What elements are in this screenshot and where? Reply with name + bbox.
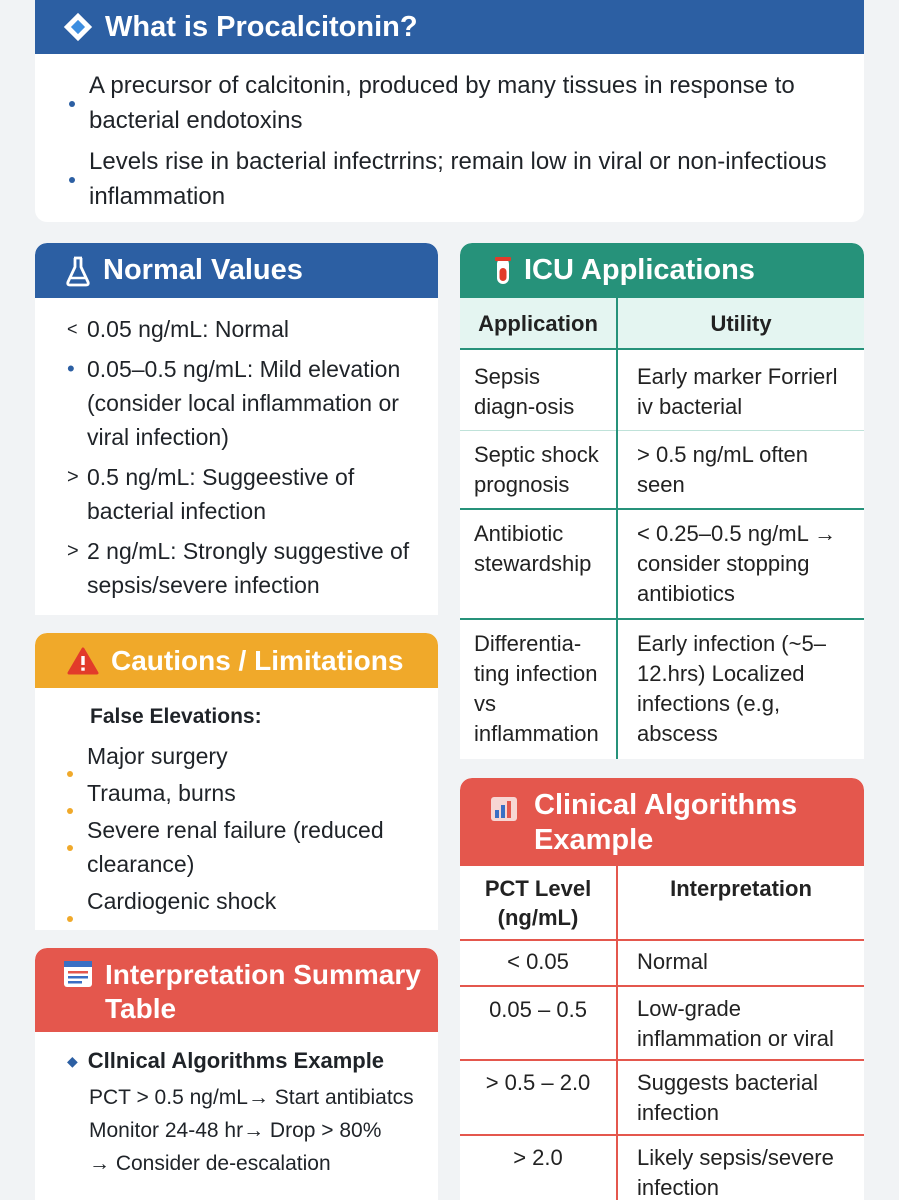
- summary-lines: [89, 1081, 414, 1180]
- table-cell: Low-grade inflammation or viral: [617, 986, 864, 1060]
- chart-document-icon: [490, 796, 518, 822]
- list-item: Major surgery: [67, 739, 427, 773]
- summary-subtitle: ◆ Cllnical Algorithms Example: [67, 1048, 385, 1073]
- table-header-row: [460, 866, 864, 940]
- normal-values-card: [35, 243, 438, 615]
- flask-icon: [65, 255, 91, 287]
- table-cell: > 0.5 ng/mL often seen: [617, 430, 864, 509]
- table-cell: Normal: [617, 940, 864, 986]
- table-cell: < 0.05: [460, 940, 617, 986]
- table-header: Application: [460, 298, 617, 349]
- list-item: Cardiogenic shock: [67, 884, 427, 918]
- list-item: Levels rise in bacterial infectrrins; remain low in viral or non-infectious inflammation: [69, 144, 849, 214]
- table-row: [460, 986, 864, 1060]
- table-cell: Likely sepsis/severe infection: [637, 1145, 834, 1200]
- table-cell: Sepsis diagn-osis: [460, 349, 617, 430]
- list-item: < 0.05 ng/mL: Normal: [67, 316, 289, 342]
- bullet-icon: [67, 845, 73, 851]
- bullet-icon: [67, 916, 73, 922]
- what-is-card: [35, 0, 864, 222]
- table-cell: Early marker Forrierl iv bacterial: [617, 349, 864, 430]
- table-cell: Septic shock prognosis: [460, 430, 617, 509]
- what-is-header: [35, 0, 864, 54]
- table-row: [460, 430, 864, 509]
- algorithms-card: [460, 778, 864, 1200]
- table-row: [460, 619, 864, 759]
- what-is-title: What is Procalcitonin?: [105, 10, 418, 43]
- bullet-icon: [69, 101, 75, 107]
- test-tube-icon: [494, 256, 512, 286]
- normal-values-title: Normal Values: [103, 254, 303, 286]
- summary-line: → Consider de-escalation: [89, 1152, 331, 1175]
- table-cell: > 0.5 – 2.0: [460, 1060, 617, 1135]
- table-row: [460, 940, 864, 986]
- table-cell: Differentia-ting infection vs inflammation: [460, 619, 617, 759]
- document-icon: [63, 960, 93, 988]
- cautions-card: [35, 633, 438, 930]
- icu-table: [460, 298, 864, 759]
- algorithms-title: Clinical Algorithms Example: [534, 789, 798, 856]
- diamond-icon: [63, 12, 93, 42]
- cautions-subtitle: False Elevations:: [90, 705, 262, 728]
- table-header: Interpretation: [617, 866, 864, 940]
- algorithms-header: [460, 778, 864, 866]
- list-item: A precursor of calcitonin, produced by many tissues in response to bacterial endotoxins: [69, 68, 849, 138]
- icu-title: ICU Applications: [524, 254, 755, 286]
- cautions-title: Cautions / Limitations: [111, 644, 404, 676]
- icu-card: [460, 243, 864, 759]
- table-cell: > 2.0: [460, 1135, 617, 1200]
- table-cell: 0.05 – 0.5: [460, 986, 617, 1060]
- summary-line: Monitor 24-48 hr→ Drop > 80%: [89, 1119, 382, 1142]
- table-cell: Early infection (~5–12.hrs) Localized infections (e.g, abscess: [637, 631, 826, 746]
- warning-icon: [67, 646, 99, 676]
- normal-values-list: [67, 312, 427, 602]
- summary-line: PCT > 0.5 ng/mL→ Start antibiatcs: [89, 1086, 414, 1109]
- what-is-list: [69, 68, 849, 214]
- table-cell: Suggests bacterial infection: [617, 1060, 864, 1135]
- list-item: Severe renal failure (reduced clearance): [67, 813, 427, 881]
- table-cell: Antibiotic stewardship: [460, 509, 617, 619]
- table-row: [460, 1060, 864, 1135]
- icu-header: [460, 243, 864, 298]
- summary-header: [35, 948, 438, 1032]
- table-header: Utility: [617, 298, 864, 349]
- diamond-bullet-icon: ◆: [67, 1053, 78, 1069]
- list-item: • 0.05–0.5 ng/mL: Mild elevation (consider local inflammation or viral infection): [67, 356, 401, 450]
- table-row: [460, 349, 864, 430]
- bullet-icon: [69, 177, 75, 183]
- summary-card: [35, 948, 438, 1200]
- table-header-row: [460, 298, 864, 349]
- table-row: [460, 1135, 864, 1200]
- list-item: > 0.5 ng/mL: Suggeestive of bacterial infection: [67, 464, 355, 524]
- summary-title: Interpretation Summary Table: [105, 959, 421, 1024]
- cautions-list: [67, 739, 427, 918]
- table-header: PCT Level (ng/mL): [460, 866, 617, 940]
- list-item: > 2 ng/mL: Strongly suggestive of sepsis/severe infection: [67, 538, 410, 598]
- table-cell: < 0.25–0.5 ng/mL → consider stopping antibiotics: [617, 509, 864, 619]
- list-item: Trauma, burns: [67, 776, 427, 810]
- algorithms-table: [460, 866, 864, 1200]
- normal-values-header: [35, 243, 438, 298]
- table-row: [460, 509, 864, 619]
- cautions-header: [35, 633, 438, 688]
